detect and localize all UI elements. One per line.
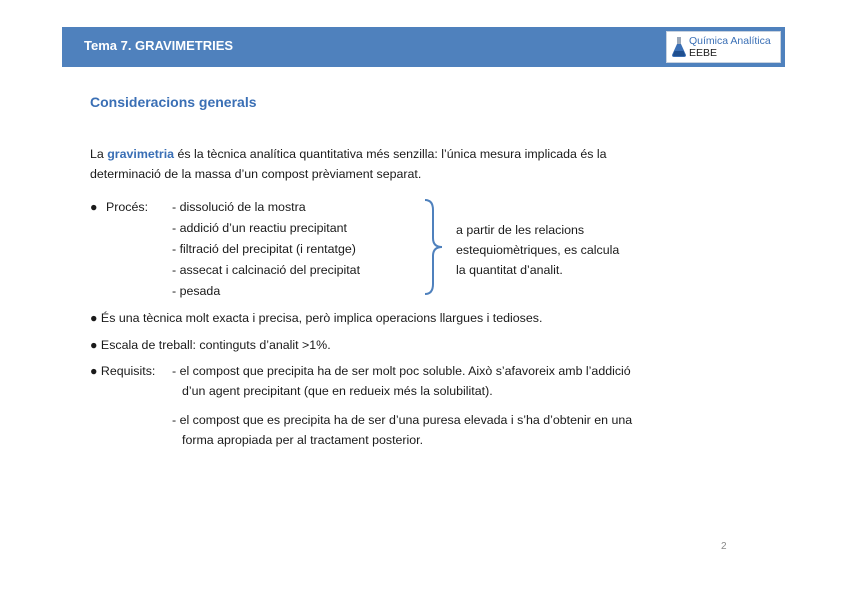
- process-step: - filtració del precipitat (i rentatge): [172, 242, 356, 256]
- process-label: Procés:: [106, 200, 149, 214]
- curly-brace-icon: [421, 198, 445, 296]
- process-note-line: a partir de les relacions: [456, 223, 585, 237]
- logo: [666, 31, 781, 63]
- process-step: - assecat i calcinació del precipitat: [172, 263, 361, 277]
- process-step: - dissolució de la mostra: [172, 200, 306, 214]
- requisit-1-line-2: d’un agent precipitant (que en redueix més la solubilitat).: [182, 384, 493, 398]
- intro-line-2: determinació de la massa d’un compost prèviament separat.: [90, 167, 422, 181]
- requisits-label: ● Requisits:: [90, 364, 156, 378]
- bullet-scale: ● Escala de treball: continguts d’analit >1%.: [90, 338, 331, 352]
- process-step: - addició d’un reactiu precipitant: [172, 221, 347, 235]
- section-title: Consideracions generals: [90, 94, 257, 110]
- flask-icon: [671, 36, 687, 58]
- requisit-2-line-1: - el compost que es precipita ha de ser d’una puresa elevada i s’ha d’obtenir en una: [172, 413, 633, 427]
- slide-title: Tema 7. GRAVIMETRIES: [84, 38, 234, 53]
- slide-header: [62, 27, 785, 67]
- intro-line-1: [90, 144, 607, 164]
- bullet-precision: ● És una tècnica molt exacta i precisa, però implica operacions llargues i tedioses.: [90, 311, 543, 325]
- process-bullet: ●: [90, 200, 98, 214]
- logo-subtitle: EEBE: [689, 47, 718, 59]
- intro-highlight: gravimetria: [107, 147, 175, 161]
- process-step: - pesada: [172, 284, 221, 298]
- intro-prefix: La: [90, 147, 108, 161]
- requisit-1-line-1: - el compost que precipita ha de ser molt poc soluble. Això s’afavoreix amb l’addició: [172, 364, 631, 378]
- logo-title: Química Analítica: [689, 35, 771, 47]
- process-note-line: la quantitat d’analit.: [456, 263, 563, 277]
- process-note-line: estequiomètriques, es calcula: [456, 243, 620, 257]
- requisit-2-line-2: forma apropiada per al tractament posterior.: [182, 433, 424, 447]
- page-number: 2: [721, 541, 727, 552]
- intro-line1-rest: és la tècnica analítica quantitativa més senzilla: l’única mesura implicada és la: [174, 147, 607, 161]
